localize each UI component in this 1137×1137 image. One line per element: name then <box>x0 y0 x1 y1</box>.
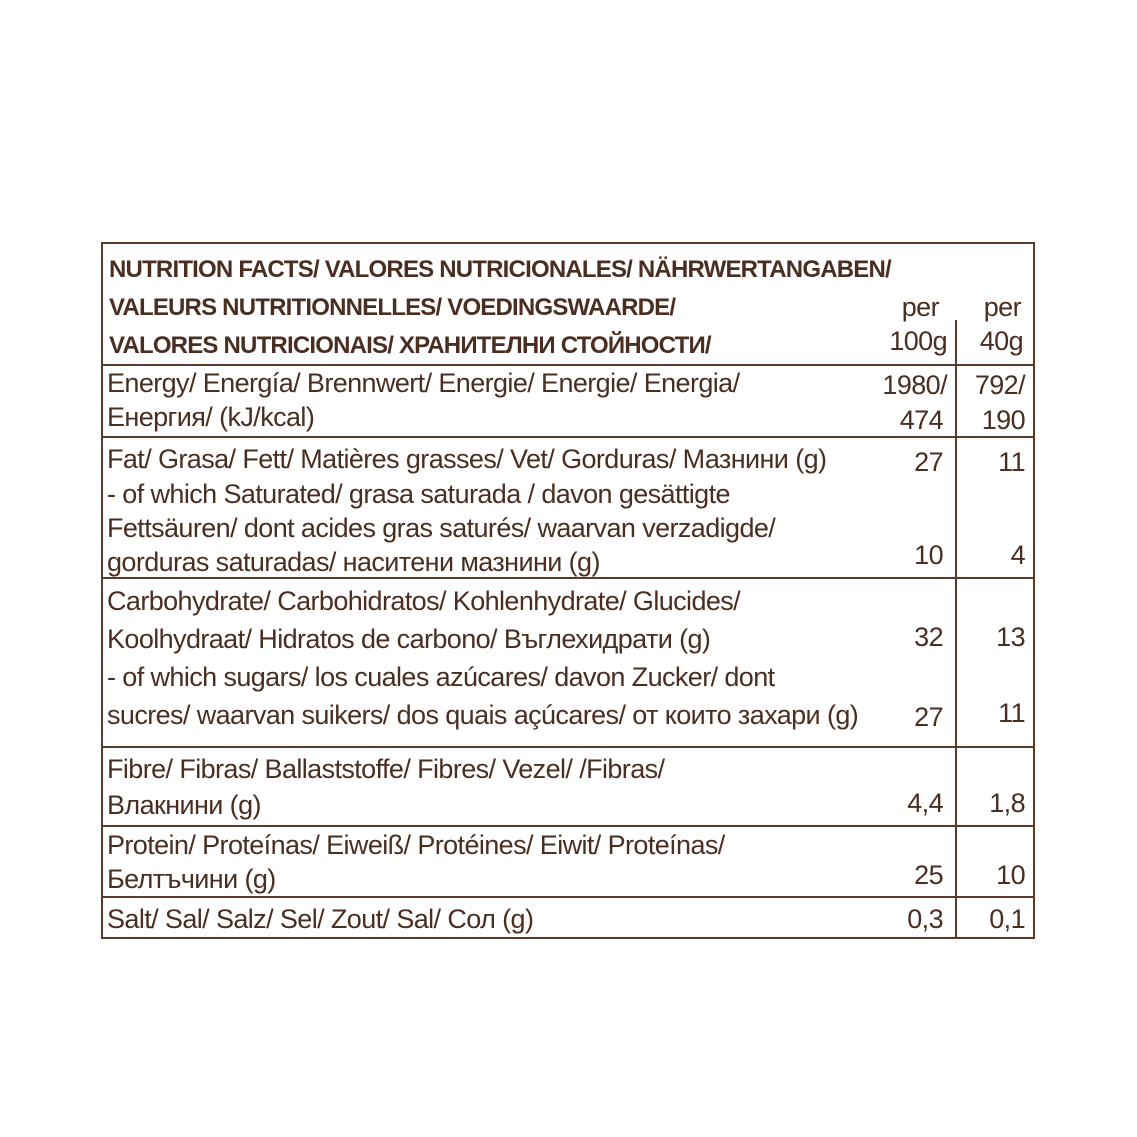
salt-label: Salt/ Sal/ Salz/ Sel/ Zout/ Sal/ Сол (g) <box>107 904 534 934</box>
salt-100g: 0,3 <box>907 904 943 934</box>
nutrition-table <box>101 242 1035 939</box>
fibre-100g: 4,4 <box>907 788 943 818</box>
protein-40g: 10 <box>996 860 1025 890</box>
fibre-label-1: Fibre/ Fibras/ Ballaststoffe/ Fibres/ Vezel/ /Fibras/ <box>107 754 665 784</box>
saturated-40g: 4 <box>1010 540 1025 570</box>
energy-100g-kj: 1980/ <box>882 370 947 400</box>
column-divider <box>955 320 957 364</box>
saturated-label-2: Fettsäuren/ dont acides gras saturés/ waarvan verzadigde/ <box>107 513 776 543</box>
header-line-2: VALEURS NUTRITIONNELLES/ VOEDINGSWAARDE/ <box>109 294 676 321</box>
saturated-label-3: gorduras saturadas/ наситени мазнини (g) <box>107 547 600 577</box>
col-40g-per: per <box>983 292 1021 322</box>
energy-100g-kcal: 474 <box>899 405 943 435</box>
saturated-100g: 10 <box>914 540 943 570</box>
carb-label-2: Koolhydraat/ Hidratos de carbono/ Въглехидрати (g) <box>107 624 711 654</box>
row-divider <box>103 436 1033 438</box>
energy-40g-kcal: 190 <box>981 405 1025 435</box>
fibre-label-2: Влакнини (g) <box>107 790 261 820</box>
row-divider <box>103 577 1033 579</box>
header-line-1: NUTRITION FACTS/ VALORES NUTRICIONALES/ NÄHRWERTANGABEN/ <box>109 256 891 283</box>
row-divider <box>103 896 1033 898</box>
sugars-label-2: sucres/ waarvan suikers/ dos quais açúcares/ от които захари (g) <box>107 700 859 730</box>
col-100g-unit: 100g <box>889 326 947 356</box>
energy-40g-kj: 792/ <box>974 370 1025 400</box>
carb-label-1: Carbohydrate/ Carbohidratos/ Kohlenhydrate/ Glucides/ <box>107 586 741 616</box>
fat-100g: 27 <box>914 447 943 477</box>
protein-label-1: Protein/ Proteínas/ Eiweiß/ Protéines/ Eiwit/ Proteínas/ <box>107 830 725 860</box>
sugars-100g: 27 <box>914 702 943 732</box>
col-40g-unit: 40g <box>979 326 1023 356</box>
row-divider <box>103 364 1033 366</box>
protein-100g: 25 <box>914 860 943 890</box>
row-divider <box>103 746 1033 748</box>
row-divider <box>103 825 1033 827</box>
saturated-label-1: - of which Saturated/ grasa saturada / davon gesättigte <box>107 479 730 509</box>
carb-100g: 32 <box>914 622 943 652</box>
col-100g-per: per <box>901 292 939 322</box>
header-line-3: VALORES NUTRICIONAIS/ ХРАНИТЕЛНИ СТОЙНОСТИ/ <box>109 332 711 359</box>
carb-40g: 13 <box>996 622 1025 652</box>
fat-40g: 11 <box>998 447 1025 477</box>
column-divider <box>955 364 957 937</box>
salt-40g: 0,1 <box>989 904 1025 934</box>
sugars-label-1: - of which sugars/ los cuales azúcares/ davon Zucker/ dont <box>107 662 775 692</box>
energy-label-1: Energy/ Energía/ Brennwert/ Energie/ Energie/ Energia/ <box>107 368 740 398</box>
protein-label-2: Белтъчини (g) <box>107 864 276 894</box>
fibre-40g: 1,8 <box>989 788 1025 818</box>
sugars-40g: 11 <box>998 698 1025 728</box>
fat-label: Fat/ Grasa/ Fett/ Matières grasses/ Vet/ Gorduras/ Мазнини (g) <box>107 444 827 474</box>
energy-label-2: Енергия/ (kJ/kcal) <box>107 402 315 432</box>
